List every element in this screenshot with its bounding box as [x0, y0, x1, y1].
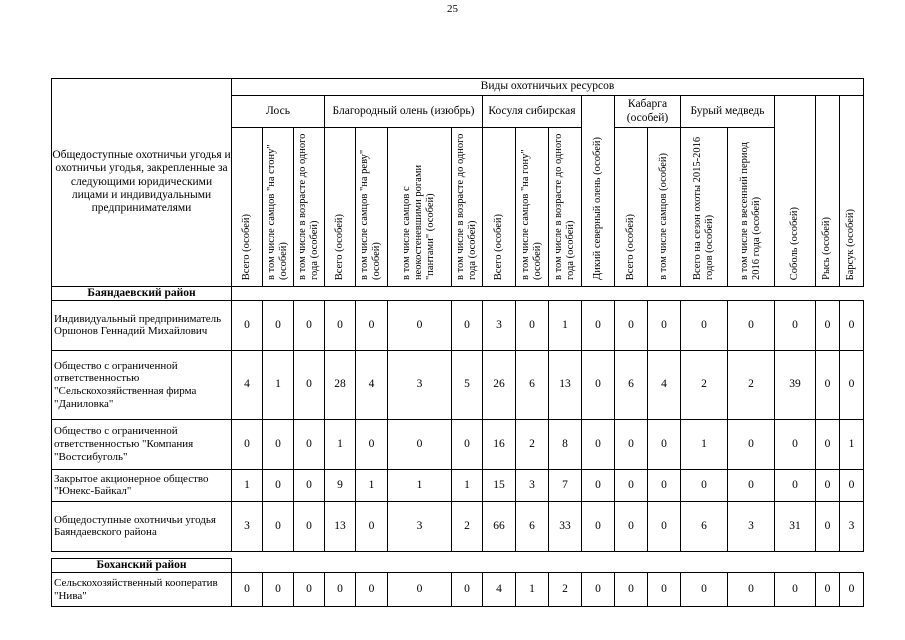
column-header: в том числе самцов "на гону" (особей): [516, 128, 549, 287]
value-cell: 0: [816, 350, 840, 419]
value-cell: 3: [728, 501, 775, 551]
organization-name: Индивидуальный предприниматель Оршонов Геннадий Михайлович: [52, 300, 232, 350]
value-cell: 0: [840, 350, 864, 419]
value-cell: 2: [728, 350, 775, 419]
value-cell: 1: [263, 350, 294, 419]
value-cell: 1: [681, 419, 728, 469]
table-row: [52, 300, 864, 350]
value-cell: 0: [816, 573, 840, 607]
value-cell: 2: [681, 350, 728, 419]
column-header: в том числе самцов "на реву" (особей): [356, 128, 388, 287]
value-cell: 0: [775, 419, 816, 469]
org-column-header: Общедоступные охотничьи угодья и охотничьи угодья, закрепленные за следующими юридическими лицами и индивидуальными предпринимателями: [52, 79, 232, 287]
value-cell: 4: [232, 350, 263, 419]
value-cell: 0: [388, 300, 452, 350]
value-cell: 4: [356, 350, 388, 419]
value-cell: 6: [615, 350, 648, 419]
value-cell: 0: [356, 300, 388, 350]
value-cell: 8: [549, 419, 582, 469]
group-header-medved: Бурый медведь: [681, 96, 775, 128]
value-cell: 0: [728, 300, 775, 350]
value-cell: 0: [648, 300, 681, 350]
value-cell: 6: [681, 501, 728, 551]
value-cell: 0: [582, 419, 615, 469]
value-cell: 13: [549, 350, 582, 419]
value-cell: 4: [648, 350, 681, 419]
value-cell: 0: [582, 350, 615, 419]
value-cell: 0: [388, 419, 452, 469]
value-cell: 0: [728, 469, 775, 501]
column-header: Рысь (особей): [816, 96, 840, 287]
value-cell: 0: [615, 300, 648, 350]
organization-name: Сельскохозяйственный кооператив "Нива": [52, 573, 232, 607]
value-cell: 0: [648, 501, 681, 551]
value-cell: 0: [516, 300, 549, 350]
value-cell: 3: [232, 501, 263, 551]
value-cell: 4: [483, 573, 516, 607]
column-header: в том числе самцов "на стону" (особей): [263, 128, 294, 287]
value-cell: 0: [294, 469, 325, 501]
value-cell: 6: [516, 350, 549, 419]
organization-name: Общество с ограниченной ответственностью "Сельскохозяйственная фирма "Даниловка": [52, 350, 232, 419]
value-cell: 39: [775, 350, 816, 419]
value-cell: 3: [388, 350, 452, 419]
value-cell: 0: [840, 300, 864, 350]
value-cell: 0: [816, 300, 840, 350]
value-cell: 0: [775, 469, 816, 501]
value-cell: 2: [549, 573, 582, 607]
value-cell: 0: [263, 573, 294, 607]
group-header-kabarga: Кабарга (особей): [615, 96, 681, 128]
page-number: 25: [447, 3, 458, 15]
value-cell: 28: [325, 350, 356, 419]
value-cell: 0: [775, 300, 816, 350]
value-cell: 0: [615, 469, 648, 501]
value-cell: 1: [516, 573, 549, 607]
value-cell: 0: [388, 573, 452, 607]
column-header: Всего (особей): [615, 128, 648, 287]
value-cell: 0: [840, 469, 864, 501]
value-cell: 31: [775, 501, 816, 551]
column-header: Всего на сезон охоты 2015-2016 годов (особей): [681, 128, 728, 287]
value-cell: 0: [615, 573, 648, 607]
value-cell: 0: [232, 419, 263, 469]
value-cell: 0: [452, 419, 483, 469]
value-cell: 0: [615, 501, 648, 551]
group-header-kosulya: Косуля сибирская: [483, 96, 582, 128]
value-cell: 0: [263, 419, 294, 469]
value-cell: 1: [840, 419, 864, 469]
value-cell: 7: [549, 469, 582, 501]
value-cell: 33: [549, 501, 582, 551]
value-cell: 0: [816, 501, 840, 551]
value-cell: 3: [388, 501, 452, 551]
value-cell: 0: [452, 300, 483, 350]
organization-name: Общедоступные охотничьи угодья Баяндаевского района: [52, 501, 232, 551]
value-cell: 1: [232, 469, 263, 501]
column-header: в том числе в возрасте до одного года (особей): [549, 128, 582, 287]
value-cell: 2: [516, 419, 549, 469]
section-title: Боханский район: [52, 558, 232, 572]
value-cell: 2: [452, 501, 483, 551]
group-header-olen: Благородный олень (изюбрь): [325, 96, 483, 128]
value-cell: 0: [816, 469, 840, 501]
organization-name: Закрытое акционерное общество "Юнекс-Байкал": [52, 469, 232, 501]
column-header: в том числе в возрасте до одного года (особей): [452, 128, 483, 287]
value-cell: 26: [483, 350, 516, 419]
value-cell: 15: [483, 469, 516, 501]
value-cell: 0: [681, 573, 728, 607]
value-cell: 3: [483, 300, 516, 350]
value-cell: 6: [516, 501, 549, 551]
table-row: [52, 469, 864, 501]
value-cell: 0: [582, 573, 615, 607]
value-cell: 0: [681, 469, 728, 501]
value-cell: 0: [681, 300, 728, 350]
value-cell: 1: [388, 469, 452, 501]
value-cell: 0: [232, 300, 263, 350]
value-cell: 0: [325, 573, 356, 607]
value-cell: 5: [452, 350, 483, 419]
value-cell: 9: [325, 469, 356, 501]
column-header: в том числе в весенний период 2016 года (особей): [728, 128, 775, 287]
value-cell: 16: [483, 419, 516, 469]
column-header: Дикий северный олень (особей): [582, 96, 615, 287]
value-cell: 0: [582, 300, 615, 350]
value-cell: 0: [294, 573, 325, 607]
value-cell: 0: [294, 501, 325, 551]
value-cell: 1: [452, 469, 483, 501]
value-cell: 0: [263, 469, 294, 501]
column-header: Барсук (особей): [840, 96, 864, 287]
value-cell: 0: [356, 573, 388, 607]
value-cell: 0: [840, 573, 864, 607]
value-cell: 0: [232, 573, 263, 607]
value-cell: 0: [356, 501, 388, 551]
column-header: Всего (особей): [325, 128, 356, 287]
value-cell: 0: [816, 419, 840, 469]
table-row: [52, 501, 864, 551]
value-cell: 0: [728, 419, 775, 469]
column-header: Всего (особей): [483, 128, 516, 287]
value-cell: 0: [294, 350, 325, 419]
table-row: [52, 350, 864, 419]
value-cell: 0: [582, 501, 615, 551]
column-header: в том числе в возрасте до одного года (особей): [294, 128, 325, 287]
value-cell: 0: [728, 573, 775, 607]
value-cell: 0: [294, 419, 325, 469]
value-cell: 66: [483, 501, 516, 551]
value-cell: 0: [452, 573, 483, 607]
value-cell: 3: [516, 469, 549, 501]
value-cell: 0: [325, 300, 356, 350]
organization-name: Общество с ограниченной ответственностью "Компания "Востсибуголь": [52, 419, 232, 469]
value-cell: 0: [582, 469, 615, 501]
hunting-resources-table: [51, 78, 864, 607]
column-header: Соболь (особей): [775, 96, 816, 287]
column-header: Всего (особей): [232, 128, 263, 287]
section-filler: [232, 558, 864, 572]
value-cell: 0: [648, 573, 681, 607]
group-header-los: Лось: [232, 96, 325, 128]
value-cell: 1: [549, 300, 582, 350]
column-header: в том числе самцов с неокостеневшими рогами "пантами" (особей): [388, 128, 452, 287]
section-filler: [232, 286, 864, 300]
value-cell: 0: [775, 573, 816, 607]
section-title: Баяндаевский район: [52, 286, 232, 300]
table-row: [52, 573, 864, 607]
value-cell: 0: [356, 419, 388, 469]
value-cell: 1: [325, 419, 356, 469]
value-cell: 0: [648, 419, 681, 469]
value-cell: 0: [648, 469, 681, 501]
table-row: [52, 419, 864, 469]
value-cell: 0: [263, 300, 294, 350]
value-cell: 0: [263, 501, 294, 551]
value-cell: 0: [615, 419, 648, 469]
value-cell: 0: [294, 300, 325, 350]
value-cell: 3: [840, 501, 864, 551]
column-header: в том числе самцов (особей): [648, 128, 681, 287]
value-cell: 13: [325, 501, 356, 551]
resources-title: Виды охотничьих ресурсов: [232, 79, 864, 96]
value-cell: 1: [356, 469, 388, 501]
